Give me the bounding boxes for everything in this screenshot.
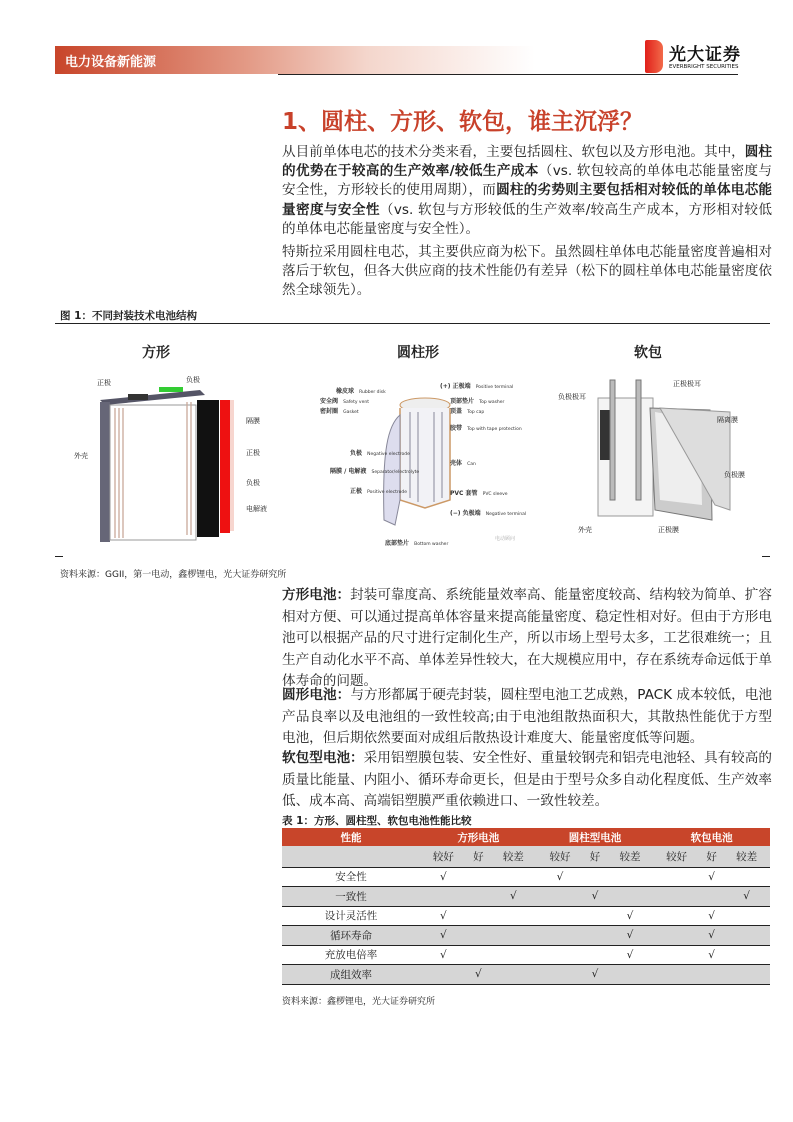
part-name-en: Positive electrode [367, 490, 408, 495]
figure-bottom-rule [55, 556, 770, 557]
table-row [282, 887, 770, 907]
rating-cell: √ [607, 926, 654, 946]
label-anode-film: 负极膜 [724, 471, 745, 479]
rating-cell [467, 867, 490, 887]
label-shell: 外壳 [578, 526, 592, 534]
cylinder-part-label [350, 440, 410, 459]
pouch-title: 软包 [634, 345, 662, 361]
cylinder-part-label [450, 480, 508, 499]
rating-cell [420, 965, 467, 985]
rating-cell [700, 887, 723, 907]
prismatic-cell-illustration [60, 330, 300, 555]
rating-cell [653, 945, 700, 965]
cylinder-part-label [330, 458, 419, 477]
rating-cell [537, 945, 584, 965]
rating-cell [653, 926, 700, 946]
table-row [282, 867, 770, 887]
part-name-cn: 橡皮球 [336, 388, 355, 395]
part-name-en: Top cap [467, 410, 485, 415]
header-cell: 性能 [282, 828, 420, 846]
row-label: 循环寿命 [282, 926, 420, 946]
part-name-cn: 顶盖 [450, 408, 463, 415]
rating-cell [467, 887, 490, 907]
cylinder-part-label [320, 398, 359, 417]
rating-cell: √ [420, 945, 467, 965]
rating-cell [653, 906, 700, 926]
part-name-cn: 正极 [350, 488, 363, 495]
subheader-cell: 好 [467, 846, 490, 867]
rating-cell [653, 965, 700, 985]
pouch-paragraph [282, 748, 772, 813]
rating-cell [700, 965, 723, 985]
rating-cell: √ [607, 945, 654, 965]
rating-cell [467, 926, 490, 946]
row-label: 安全性 [282, 867, 420, 887]
prismatic-text: 封装可靠度高、系统能量效率高、能量密度较高、结构较为简单、扩容相对方便、可以通过提高单体容量来提高能量密度、稳定性相对好。但由于方形电池可以根据产品的尺寸进行定制化生产，所以市场上型号太多，工艺很难统一；且生产自动化水平不高、单体差异性较大，在大规模应用中，存在系统寿命远低于单体寿命的问题。 [282, 587, 773, 689]
body-text: （vs. 软包较高的单体电芯能量密度与安全性，方形较长的使用周期），而 [282, 163, 772, 199]
table-row [282, 926, 770, 946]
table-source: 资料来源：鑫椤锂电，光大证券研究所 [282, 997, 436, 1007]
rating-cell: √ [583, 965, 606, 985]
rating-cell [607, 867, 654, 887]
rating-cell [490, 906, 537, 926]
table-row [282, 906, 770, 926]
pouch-text: 采用铝塑膜包装、安全性好、重量较钢壳和铝壳电池轻、具有较高的质量比能量、内阻小、循环寿命更长，但是由于型号众多自动化程度低、生产效率低、成本高、高端铝塑膜严重依赖进口、一致性较差。 [282, 750, 772, 809]
rating-cell: √ [700, 906, 723, 926]
figure-label: 图 1：不同封装技术电池结构 [60, 310, 197, 322]
rating-cell [537, 965, 584, 985]
emphasis-text: 圆柱的优势在于较高的生产效率/较低生产成本 [282, 144, 773, 180]
cylindrical-cell-illustration [300, 330, 540, 555]
rating-cell [537, 906, 584, 926]
part-name-en: Top with tape protection [467, 427, 522, 432]
subheader-cell: 好 [583, 846, 606, 867]
rating-cell [723, 926, 770, 946]
logo-mark-icon [645, 40, 663, 73]
part-name-en: PVC sleeve [482, 492, 508, 497]
prismatic-heading: 方形电池： [282, 587, 351, 603]
rating-cell [723, 965, 770, 985]
comparison-table [282, 828, 770, 985]
watermark: 电动顾问 [495, 536, 516, 542]
prismatic-diagram [60, 330, 300, 555]
figure-source: 资料来源：GGII，第一电动，鑫椤锂电，光大证券研究所 [60, 570, 287, 580]
rating-cell: √ [537, 867, 584, 887]
table-subheader-row [282, 846, 770, 867]
rating-cell: √ [700, 945, 723, 965]
label-negative-tab: 负极 [186, 376, 200, 384]
part-name-cn: (+) 正极端 [440, 383, 471, 390]
label-shell: 外壳 [74, 452, 88, 460]
label-cathode: 正极 [246, 449, 260, 457]
part-name-en: Can [467, 462, 476, 467]
part-name-cn: 壳体 [450, 460, 463, 467]
rating-cell: √ [490, 887, 537, 907]
cylindrical-heading: 圆形电池： [282, 687, 351, 703]
rating-cell: √ [700, 867, 723, 887]
part-name-cn: 底部垫片 [385, 540, 410, 547]
logo-text: 光大证券 [669, 45, 741, 65]
prismatic-paragraph [282, 585, 772, 693]
label-separator: 隔膜 [246, 417, 260, 425]
rating-cell [583, 867, 606, 887]
part-name-cn: PVC 套管 [450, 490, 478, 497]
cylinder-part-label [350, 478, 407, 497]
header-cell: 软包电池 [653, 828, 770, 846]
cylinder-part-label [450, 415, 522, 434]
subheader-cell: 较好 [537, 846, 584, 867]
table-label: 表 1：方形、圆柱型、软包电池性能比较 [282, 815, 472, 827]
subheader-cell: 较差 [723, 846, 770, 867]
rating-cell [537, 887, 584, 907]
intro-paragraph-1 [282, 143, 772, 239]
rating-cell: √ [420, 906, 467, 926]
figure-top-rule [55, 323, 770, 324]
subheader-cell: 较差 [490, 846, 537, 867]
part-name-en: Safety vent [343, 400, 369, 405]
rating-cell [583, 906, 606, 926]
cylindrical-text: 与方形都属于硬壳封装，圆柱型电池工艺成熟，PACK 成本较低，电池产品良率以及电池组的一致性较高;由于电池组散热面积大，其散热性能优于方型电池，但后期依然要面对成组后散热设计难度大、能量密度低等问题。 [282, 687, 773, 746]
rating-cell [420, 887, 467, 907]
rating-cell [537, 926, 584, 946]
part-name-cn: 隔膜 / 电解液 [330, 468, 367, 475]
body-text: （vs. 软包与方形较低的生产效率/较高生产成本，方形相对较低的单体电芯能量密度与安全性）。 [282, 201, 772, 237]
part-name-cn: (−) 负极端 [450, 510, 481, 517]
part-name-cn: 胶带 [450, 425, 463, 432]
company-logo [645, 40, 745, 74]
pouch-diagram [540, 330, 770, 555]
rating-cell [723, 906, 770, 926]
section-title: 1、圆柱、方形、软包，谁主沉浮？ [282, 109, 644, 135]
rating-cell [490, 926, 537, 946]
cylindrical-paragraph [282, 685, 772, 750]
subheader-cell: 好 [700, 846, 723, 867]
part-name-en: Negative electrode [367, 452, 410, 457]
rating-cell [653, 887, 700, 907]
table-row [282, 945, 770, 965]
label-positive-tab: 正极 [97, 379, 111, 387]
row-label: 一致性 [282, 887, 420, 907]
part-name-en: Gasket [343, 410, 359, 415]
rating-cell [490, 867, 537, 887]
rating-cell: √ [700, 926, 723, 946]
part-name-en: Bottom washer [414, 542, 449, 547]
rating-cell [723, 945, 770, 965]
rating-cell [467, 906, 490, 926]
rating-cell [607, 887, 654, 907]
emphasis-text: 圆柱的劣势则主要包括相对较低的单体电芯能量密度与安全性 [282, 182, 772, 218]
header-cell: 圆柱型电池 [537, 828, 654, 846]
cylinder-part-label [385, 530, 448, 549]
part-name-en: Separator/electrolyte [371, 470, 420, 475]
label-separator: 隔离膜 [717, 416, 738, 424]
pouch-heading: 软包型电池： [282, 750, 364, 766]
part-name-cn: 顶部垫片 [450, 398, 475, 405]
part-name-cn: 密封圈 [320, 408, 339, 415]
rating-cell [490, 945, 537, 965]
section-name: 电力设备新能源 [65, 55, 157, 70]
label-positive-tab: 正极极耳 [673, 380, 701, 388]
rating-cell [723, 867, 770, 887]
header-divider [278, 74, 738, 75]
rating-cell: √ [583, 887, 606, 907]
header-cell: 方形电池 [420, 828, 537, 846]
cylindrical-diagram [300, 330, 540, 555]
body-text: 从目前单体电芯的技术分类来看，主要包括圆柱、软包以及方形电池。其中， [282, 144, 745, 160]
rating-cell: √ [723, 887, 770, 907]
row-label: 成组效率 [282, 965, 420, 985]
rating-cell [583, 926, 606, 946]
subheader-cell: 较差 [607, 846, 654, 867]
rating-cell [467, 945, 490, 965]
table-header-row [282, 828, 770, 846]
cylindrical-title: 圆柱形 [397, 345, 439, 361]
part-name-en: Rubber disk [359, 390, 386, 395]
part-name-en: Positive terminal [475, 385, 514, 390]
rating-cell: √ [420, 926, 467, 946]
prismatic-title: 方形 [142, 345, 170, 361]
rating-cell: √ [467, 965, 490, 985]
part-name-cn: 负极 [350, 450, 363, 457]
label-anode: 负极 [246, 479, 260, 487]
subheader-cell: 较好 [653, 846, 700, 867]
intro-paragraph-2: 特斯拉采用圆柱电芯，其主要供应商为松下。虽然圆柱单体电芯能量密度普遍相对落后于软包，但各大供应商的技术性能仍有差异（松下的圆柱单体电芯能量密度依然全球领先）。 [282, 244, 772, 299]
table-row [282, 965, 770, 985]
label-cathode-film: 正极膜 [658, 526, 679, 534]
label-negative-tab: 负极极耳 [558, 393, 586, 401]
part-name-en: Negative terminal [485, 512, 527, 517]
cylinder-part-label [450, 500, 526, 519]
row-label: 充放电倍率 [282, 945, 420, 965]
part-name-cn: 安全阀 [320, 398, 339, 405]
row-label: 设计灵活性 [282, 906, 420, 926]
rating-cell [607, 965, 654, 985]
rating-cell [583, 945, 606, 965]
part-name-en: Top washer [479, 400, 505, 405]
cylinder-part-label [450, 450, 476, 469]
rating-cell: √ [420, 867, 467, 887]
logo-subtext: EVERBRIGHT SECURITIES [669, 64, 739, 70]
label-electrolyte: 电解液 [246, 505, 267, 513]
rating-cell [653, 867, 700, 887]
rating-cell [490, 965, 537, 985]
pouch-cell-illustration [540, 330, 770, 555]
subheader-cell: 较好 [420, 846, 467, 867]
rating-cell: √ [607, 906, 654, 926]
